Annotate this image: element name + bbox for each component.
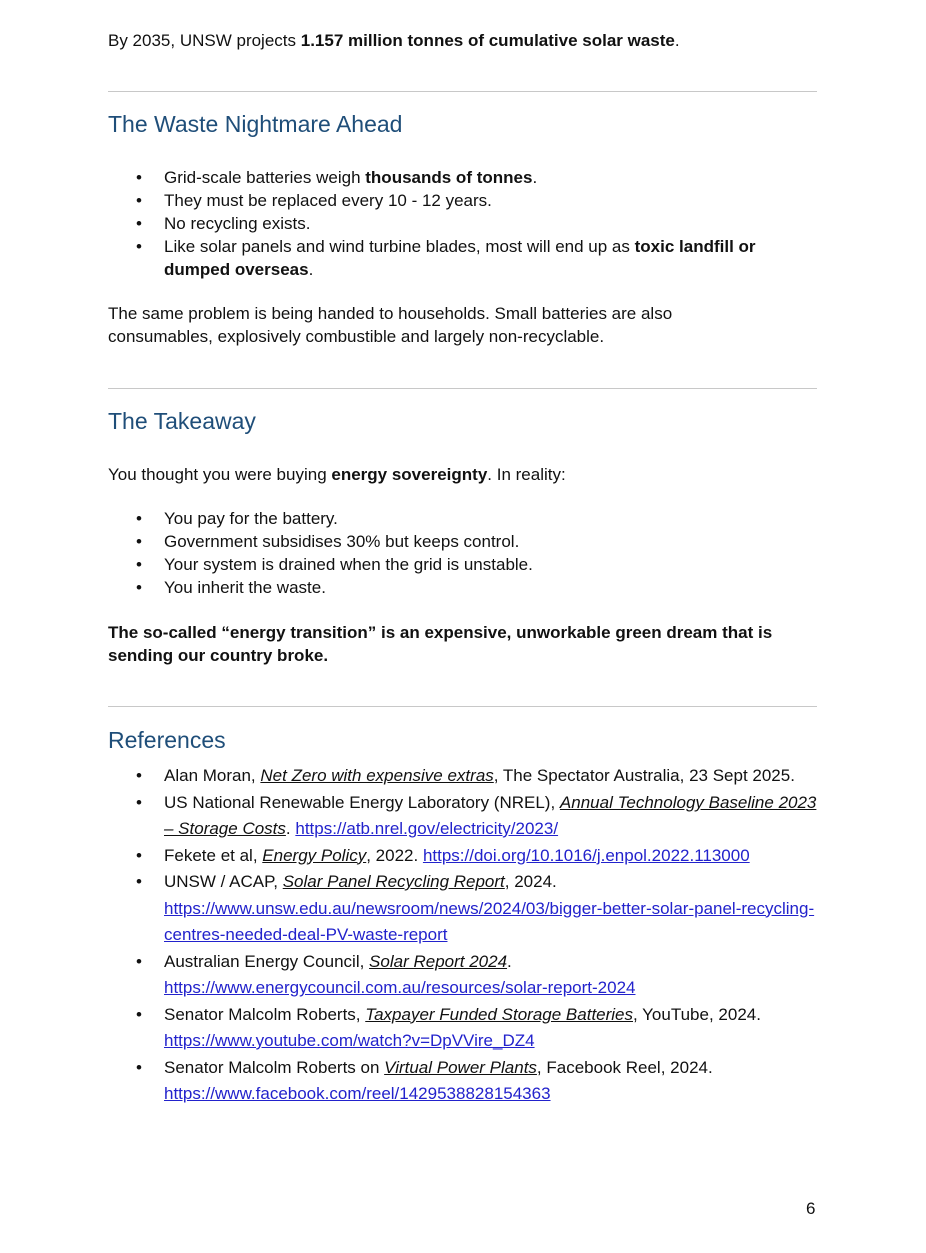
page-number: 6 [806, 1199, 816, 1218]
divider [108, 388, 817, 389]
lead-end: . In reality: [487, 465, 566, 484]
list-item: • Your system is drained when the grid is unstable. [108, 553, 818, 576]
lead-text: You thought you were buying [108, 465, 332, 484]
reference-item [108, 763, 818, 790]
ref-title: Energy Policy [262, 845, 367, 865]
bullet-bold: toxic landfill or dumped overseas [164, 237, 756, 279]
ref-title: Virtual Power Plants [384, 1057, 537, 1077]
ref-title: Solar Panel Recycling Report [282, 872, 505, 891]
takeaway-lead [108, 463, 818, 486]
section-heading-waste: The Waste Nightmare Ahead [108, 111, 403, 137]
conclusion-text: The so-called “energy transition” is an expensive, unworkable green dream that is sending our country broke. [108, 623, 773, 665]
reference-item [108, 790, 818, 843]
conclusion-paragraph [108, 621, 818, 667]
intro-bold: 1.157 million tonnes of cumulative solar waste [300, 31, 675, 50]
list-item: • You pay for the battery. [108, 507, 818, 530]
reference-item [108, 1002, 818, 1055]
ref-author: Fekete et al, [164, 845, 263, 865]
list-item [108, 235, 818, 281]
intro-paragraph [108, 29, 818, 52]
ref-details: , 2024. [504, 872, 557, 891]
bullet-bold: thousands of tonnes [365, 168, 533, 187]
ref-link[interactable]: https://www.energycouncil.com.au/resources/solar-report-2024 [164, 978, 636, 997]
list-item [108, 166, 818, 189]
divider [108, 91, 817, 92]
bullet-end: . [308, 260, 314, 279]
lead-bold: energy sovereignty [331, 465, 488, 484]
ref-details: , YouTube, 2024. [633, 1004, 761, 1024]
bullet-end: . [532, 168, 538, 187]
intro-text: By 2035, UNSW projects [108, 31, 301, 50]
reference-item [108, 1055, 818, 1108]
references-list [108, 763, 818, 1108]
ref-details: , 2022. [366, 845, 423, 865]
waste-bullet-list [108, 166, 818, 281]
ref-details: . [285, 819, 296, 838]
list-item: • No recycling exists. [108, 212, 818, 235]
takeaway-bullet-list [108, 507, 818, 599]
bullet-text: Like solar panels and wind turbine blades, most will end up as [164, 237, 635, 256]
list-item: • They must be replaced every 10 - 12 years. [108, 189, 818, 212]
section-heading-references: References [108, 727, 226, 753]
ref-author: Australian Energy Council, [164, 951, 370, 971]
ref-link[interactable]: https://www.unsw.edu.au/newsroom/news/2024/03/bigger-better-solar-panel-recycling-centres-needed-deal-PV-waste-report [164, 898, 815, 944]
list-item: • Government subsidises 30% but keeps control. [108, 530, 818, 553]
reference-item [108, 869, 818, 949]
ref-title: Solar Report 2024 [369, 951, 508, 971]
list-item: • You inherit the waste. [108, 576, 818, 599]
ref-details: , The Spectator Australia, 23 Sept 2025. [493, 766, 795, 785]
section-heading-takeaway: The Takeaway [108, 408, 256, 434]
ref-title: Net Zero with expensive extras [260, 766, 494, 785]
intro-end: . [674, 31, 680, 50]
ref-author: US National Renewable Energy Laboratory (NREL), [164, 792, 560, 812]
ref-author: Senator Malcolm Roberts, [164, 1004, 366, 1024]
households-paragraph: The same problem is being handed to households. Small batteries are also consumables, explosively combustible and largely non-recyclable. [108, 304, 673, 346]
ref-author: Alan Moran, [164, 766, 261, 785]
ref-link[interactable]: https://www.facebook.com/reel/1429538828154363 [164, 1084, 551, 1103]
ref-details: , Facebook Reel, 2024. [536, 1057, 713, 1077]
divider [108, 706, 817, 707]
ref-details: . [507, 951, 512, 971]
reference-item [108, 949, 818, 1002]
ref-title: Annual Technology Baseline 2023 – Storage Costs [164, 792, 817, 838]
ref-title: Taxpayer Funded Storage Batteries [365, 1004, 634, 1024]
bullet-text: Grid-scale batteries weigh [164, 168, 366, 187]
reference-item [108, 843, 818, 870]
ref-author: UNSW / ACAP, [164, 872, 283, 891]
ref-link[interactable]: https://www.youtube.com/watch?v=DpVVire_DZ4 [164, 1031, 535, 1050]
ref-link[interactable]: https://doi.org/10.1016/j.enpol.2022.113000 [422, 845, 750, 865]
ref-author: Senator Malcolm Roberts on [164, 1057, 385, 1077]
ref-link[interactable]: https://atb.nrel.gov/electricity/2023/ [295, 819, 559, 838]
